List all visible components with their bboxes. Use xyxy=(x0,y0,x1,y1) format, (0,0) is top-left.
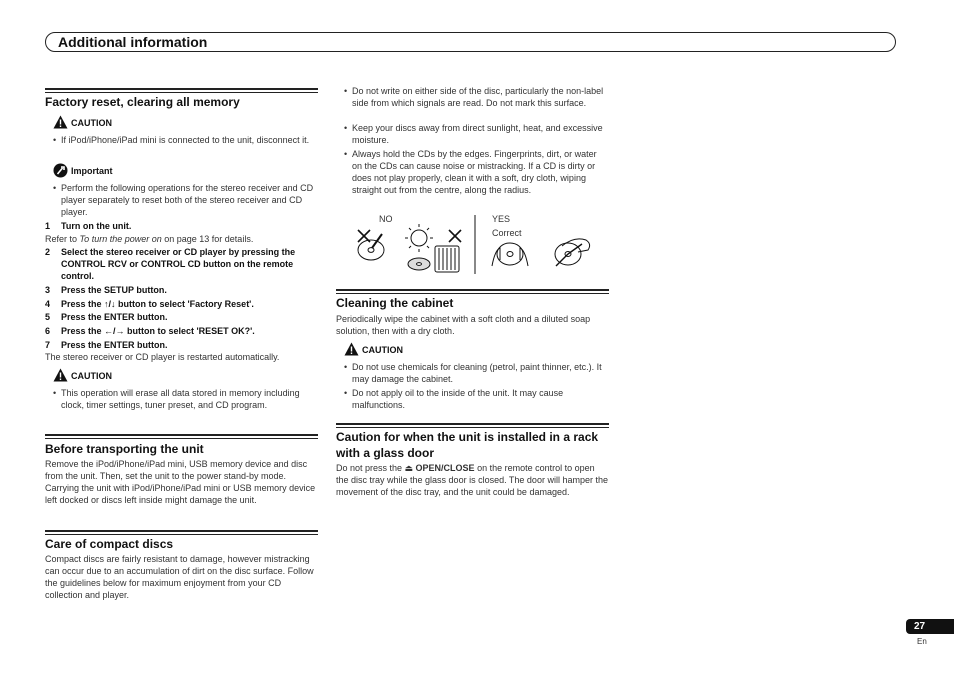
section-rule xyxy=(45,530,318,535)
bullet-text: Do not use chemicals for cleaning (petrol, paint thinner, etc.). It may damage the cabinet. xyxy=(352,362,602,384)
bullet-text: Always hold the CDs by the edges. Fingerprints, dirt, or water on the CDs can cause noise or mistracking. If a CD is dirty or does not play properly, clean it with a soft, dry cloth, wiping straight out from the centre, along the radius. xyxy=(352,149,597,195)
bullet-text: Do not apply oil to the inside of the unit. It may cause malfunctions. xyxy=(352,388,564,410)
rack-body-suffix: on the remote control to open the disc tray while the glass door is closed. The door will hamper the movement of the disc tray, and the unit could be damaged. xyxy=(336,463,608,497)
transport-title: Before transporting the unit xyxy=(45,442,204,456)
sun-icon xyxy=(405,224,433,252)
section-title: Additional information xyxy=(58,34,208,50)
section-rule xyxy=(336,289,609,294)
cabinet-title: Cleaning the cabinet xyxy=(336,296,454,310)
important-icon xyxy=(53,163,68,178)
disc-illustration xyxy=(350,210,612,278)
section-rule xyxy=(336,423,609,428)
list-item: • Do not write on either side of the disc, particularly the non-label side from which signals are read. Do not mark this surface. xyxy=(344,85,609,109)
page-language: En xyxy=(917,637,927,646)
cabinet-body: Periodically wipe the cabinet with a soft cloth and a diluted soap solution, then with a dry cloth. xyxy=(336,314,591,336)
step-text: Press the ENTER button. xyxy=(61,312,168,322)
refer-text xyxy=(45,233,318,245)
page-number-tab xyxy=(906,619,954,634)
figure-no-label: NO xyxy=(379,214,393,224)
bullet-text: Keep your discs away from direct sunlight, heat, and excessive moisture. xyxy=(352,123,603,145)
step-number: 6 xyxy=(45,326,51,336)
list-item: • Do not use chemicals for cleaning (petrol, paint thinner, etc.). It may damage the cabinet. xyxy=(344,361,609,385)
step-text: Turn on the unit. xyxy=(61,221,132,231)
step-item xyxy=(45,339,318,351)
step-number: 1 xyxy=(45,221,51,231)
refer-prefix: Refer to xyxy=(45,234,80,244)
list-item: • Do not apply oil to the inside of the unit. It may cause malfunctions. xyxy=(344,387,609,411)
caution-label: CAUTION xyxy=(71,118,112,128)
heater-icon xyxy=(435,246,459,272)
transport-body: Remove the iPod/iPhone/iPad mini, USB memory device and disc from the unit. Then, set the unit to the power stand-by mode. Carrying the unit with iPod/iPhone/iPad mini or USB memory device left docked or discs left inside might damage the unit. xyxy=(45,459,316,505)
step-item xyxy=(45,284,318,296)
section-rule xyxy=(45,434,318,439)
figure-yes-label: YES xyxy=(492,214,511,224)
step-text: Press the ←/→ button to select 'RESET OK?'. xyxy=(61,326,255,336)
step-text: Press the ↑/↓ button to select 'Factory Reset'. xyxy=(61,299,254,309)
bullet-text: This operation will erase all data stored in memory including clock, timer settings, tuner preset, and CD program. xyxy=(61,388,300,410)
warning-icon xyxy=(53,368,68,382)
bullet-text: Perform the following operations for the stereo receiver and CD player separately to reset both of the stereo receiver and CD player. xyxy=(61,183,314,217)
step-number: 4 xyxy=(45,299,51,309)
list-item: • This operation will erase all data stored in memory including clock, timer settings, tuner preset, and CD program. xyxy=(53,387,318,411)
caution-label: CAUTION xyxy=(71,371,112,381)
disc-handling-figure xyxy=(350,210,612,278)
bullet-text: If iPod/iPhone/iPad mini is connected to the unit, disconnect it. xyxy=(61,135,310,145)
bullet-text: Do not write on either side of the disc, particularly the non-label side from which signals are read. Do not mark this surface. xyxy=(352,86,604,108)
step-item xyxy=(45,246,318,282)
discs-body: Compact discs are fairly resistant to damage, however mistracking can occur due to an accumulation of dirt on the disc surface. Follow the guidelines below for maximum enjoyment from your CD collection and player. xyxy=(45,554,314,600)
section-header xyxy=(45,32,896,52)
step-item xyxy=(45,325,318,337)
hand-holding-disc-icon xyxy=(492,243,528,266)
rack-body xyxy=(336,462,609,498)
page-number: 27 xyxy=(914,621,926,632)
step-text: Select the stereo receiver or CD player by pressing the CONTROL RCV or CONTROL CD button on the remote control. xyxy=(61,247,296,281)
step-number: 2 xyxy=(45,247,51,257)
step-number: 3 xyxy=(45,285,51,295)
refer-link[interactable]: To turn the power on xyxy=(79,234,162,244)
list-item: • Perform the following operations for the stereo receiver and CD player separately to reset both of the stereo receiver and CD player. xyxy=(53,182,318,218)
step-item xyxy=(45,220,318,232)
list-item: • Always hold the CDs by the edges. Fingerprints, dirt, or water on the CDs can cause noise or mistracking. If a CD is dirty or does not play properly, clean it with a soft, dry cloth, wiping straight out from the centre, along the radius. xyxy=(344,148,609,196)
discs-title: Care of compact discs xyxy=(45,537,174,551)
cross-icon xyxy=(449,230,461,242)
warning-icon xyxy=(53,115,68,129)
disc-wiping-icon xyxy=(555,239,590,266)
rack-title: Caution for when the unit is installed in a rack with a glass door xyxy=(336,430,599,460)
step-item xyxy=(45,298,318,310)
step-item xyxy=(45,311,318,323)
caution-label: CAUTION xyxy=(362,345,403,355)
step-text: Press the SETUP button. xyxy=(61,285,167,295)
step-text: Press the ENTER button. xyxy=(61,340,168,350)
reset-title: Factory reset, clearing all memory xyxy=(45,95,240,109)
refer-suffix: on page 13 for details. xyxy=(161,234,254,244)
figure-correct-label: Correct xyxy=(492,228,522,238)
step-number: 7 xyxy=(45,340,51,350)
step-number: 5 xyxy=(45,312,51,322)
rack-body-prefix: Do not press the xyxy=(336,463,405,473)
warning-icon xyxy=(344,342,359,356)
important-label: Important xyxy=(71,166,113,176)
open-close-button-label: ⏏ OPEN/CLOSE xyxy=(404,463,475,473)
list-item: • If iPod/iPhone/iPad mini is connected to the unit, disconnect it. xyxy=(53,134,318,146)
disc-icon xyxy=(408,258,430,270)
list-item: • Keep your discs away from direct sunlight, heat, and excessive moisture. xyxy=(344,122,609,146)
section-rule xyxy=(45,88,318,93)
restart-note: The stereo receiver or CD player is restarted automatically. xyxy=(45,352,280,362)
